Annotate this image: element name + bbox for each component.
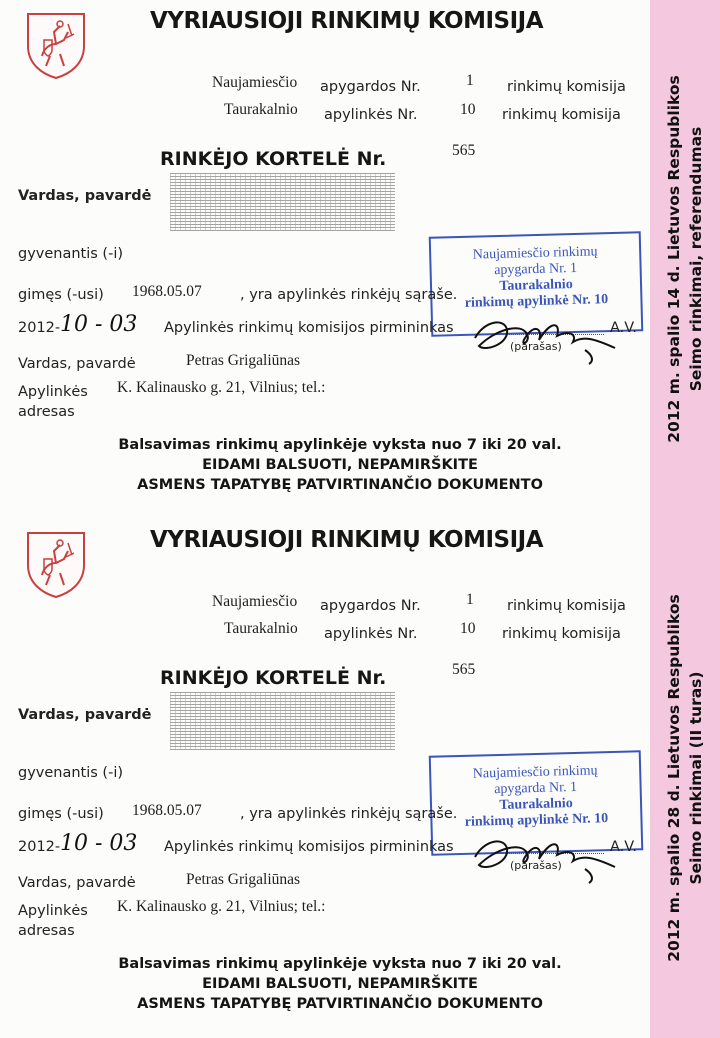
voter-card-2 — [0, 519, 720, 1038]
signature-scribble — [465, 300, 625, 370]
born-label: gimęs (-usi) — [18, 287, 104, 303]
av-label: A.V. — [610, 320, 637, 336]
signature-label: (parašas) — [510, 859, 562, 872]
chair-label: Apylinkės rinkimų komisijos pirmininkas — [164, 320, 454, 336]
birth-date: 1968.05.07 — [132, 802, 202, 819]
coat-of-arms-icon — [24, 529, 88, 599]
signature-label: (parašas) — [510, 340, 562, 353]
chair-name: Petras Grigaliūnas — [186, 352, 301, 369]
card-title: RINKĖJO KORTELĖ Nr. — [160, 148, 387, 170]
precinct-suffix: rinkimų komisija — [502, 626, 621, 642]
precinct-suffix: rinkimų komisija — [502, 107, 621, 123]
born-label: gimęs (-usi) — [18, 806, 104, 822]
election-side-text — [663, 594, 707, 962]
district-label: apygardos Nr. — [320, 79, 421, 95]
election-type-line: Seimo rinkimai, referendumas — [687, 126, 705, 392]
election-date-line: 2012 m. spalio 28 d. Lietuvos Respublikos — [665, 594, 683, 962]
voter-name-label: Vardas, pavardė — [18, 707, 152, 723]
notice-reminder: EIDAMI BALSUOTI, NEPAMIRŠKITE — [202, 457, 478, 473]
signature-scribble — [465, 819, 625, 889]
district-number: 1 — [466, 591, 474, 608]
district-suffix: rinkimų komisija — [507, 79, 626, 95]
stamp-line-4: rinkimų apylinkė Nr. 10 — [464, 292, 609, 311]
election-date-line: 2012 m. spalio 14 d. Lietuvos Respublikos — [665, 75, 683, 443]
av-label: A.V. — [610, 839, 637, 855]
redacted-voter-info — [170, 173, 395, 231]
precinct-address: K. Kalinausko g. 21, Vilnius; tel.: — [117, 898, 326, 915]
precinct-address: K. Kalinausko g. 21, Vilnius; tel.: — [117, 379, 326, 396]
birth-date: 1968.05.07 — [132, 283, 202, 300]
precinct-label: apylinkės Nr. — [324, 626, 418, 642]
redacted-voter-info — [170, 692, 395, 750]
stamp-line-3: Taurakalnio — [499, 796, 573, 813]
district-name: Naujamiesčio — [212, 593, 298, 610]
commission-header: VYRIAUSIOJI RINKIMŲ KOMISIJA — [150, 527, 544, 553]
address-label-1: Apylinkės — [18, 903, 88, 919]
card-number: 565 — [452, 142, 476, 159]
stamp-line-3: Taurakalnio — [499, 277, 573, 294]
on-list-text: , yra apylinkės rinkėjų sąraše. — [240, 806, 458, 822]
date-prefix: 2012- — [18, 320, 61, 336]
notice-hours: Balsavimas rinkimų apylinkėje vyksta nuo 7 iki 20 val. — [118, 956, 562, 972]
precinct-number: 10 — [460, 101, 476, 118]
date-handwritten: 10 - 03 — [60, 831, 138, 856]
voter-name-label: Vardas, pavardė — [18, 188, 152, 204]
precinct-label: apylinkės Nr. — [324, 107, 418, 123]
coat-of-arms-icon — [24, 10, 88, 80]
resident-label: gyvenantis (-i) — [18, 246, 124, 262]
stamp-line-2: apygarda Nr. 1 — [494, 260, 578, 279]
address-label-1: Apylinkės — [18, 384, 88, 400]
district-label: apygardos Nr. — [320, 598, 421, 614]
on-list-text: , yra apylinkės rinkėjų sąraše. — [240, 287, 458, 303]
card-number: 565 — [452, 661, 476, 678]
district-name: Naujamiesčio — [212, 74, 298, 91]
stamp-line-1: Naujamiesčio rinkimų — [472, 763, 598, 782]
precinct-number: 10 — [460, 620, 476, 637]
stamp-line-1: Naujamiesčio rinkimų — [472, 244, 598, 263]
resident-label: gyvenantis (-i) — [18, 765, 124, 781]
chair-label: Apylinkės rinkimų komisijos pirmininkas — [164, 839, 454, 855]
chair-name-label: Vardas, pavardė — [18, 875, 136, 891]
date-prefix: 2012- — [18, 839, 61, 855]
card-title: RINKĖJO KORTELĖ Nr. — [160, 667, 387, 689]
notice-hours: Balsavimas rinkimų apylinkėje vyksta nuo 7 iki 20 val. — [118, 437, 562, 453]
notice-id-document: ASMENS TAPATYBĘ PATVIRTINANČIO DOKUMENTO — [137, 996, 543, 1012]
precinct-name: Taurakalnio — [224, 101, 298, 118]
notice-reminder: EIDAMI BALSUOTI, NEPAMIRŠKITE — [202, 976, 478, 992]
address-label-2: adresas — [18, 404, 75, 420]
chair-name: Petras Grigaliūnas — [186, 871, 301, 888]
election-side-text — [663, 75, 707, 443]
address-label-2: adresas — [18, 923, 75, 939]
stamp-line-4: rinkimų apylinkė Nr. 10 — [464, 811, 609, 830]
stamp-line-2: apygarda Nr. 1 — [494, 779, 578, 798]
notice-id-document: ASMENS TAPATYBĘ PATVIRTINANČIO DOKUMENTO — [137, 477, 543, 493]
district-number: 1 — [466, 72, 474, 89]
chair-name-label: Vardas, pavardė — [18, 356, 136, 372]
precinct-name: Taurakalnio — [224, 620, 298, 637]
election-type-line: Seimo rinkimai (II turas) — [687, 671, 705, 885]
district-suffix: rinkimų komisija — [507, 598, 626, 614]
commission-header: VYRIAUSIOJI RINKIMŲ KOMISIJA — [150, 8, 544, 34]
date-handwritten: 10 - 03 — [60, 312, 138, 337]
